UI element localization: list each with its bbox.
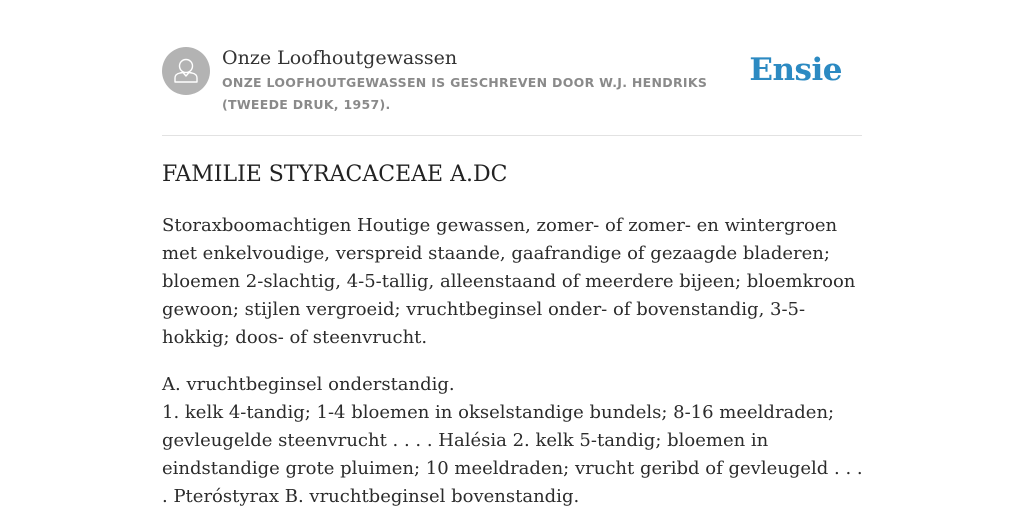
divider bbox=[162, 135, 862, 136]
entry-line: 1. kelk 4-tandig; 1-4 bloemen in okselstandige bundels; 8-16 meeldraden; gevleugelde steenvrucht . . . . Halésia 2. kelk 5-tandig; bloemen in eindstandige grote pluimen; 10 meeldraden; vrucht geribd of gevleugeld . . . . Pteróstyrax B. vruchtbeginsel bovenstandig. bbox=[162, 402, 863, 507]
entry-paragraph bbox=[162, 371, 867, 511]
ensie-logo[interactable]: Ensie bbox=[749, 52, 842, 88]
book-header bbox=[162, 46, 862, 116]
user-icon bbox=[162, 47, 210, 95]
entry-line: A. vruchtbeginsel onderstandig. bbox=[162, 374, 455, 395]
book-title[interactable]: Onze Loofhoutgewassen bbox=[222, 47, 458, 69]
book-subtitle: ONZE LOOFHOUTGEWASSEN IS GESCHREVEN DOOR W.J. HENDRIKS (TWEEDE DRUK, 1957). bbox=[222, 75, 708, 112]
entry-title: FAMILIE STYRACACEAE A.DC bbox=[162, 162, 508, 187]
entry-content bbox=[162, 212, 867, 512]
avatar[interactable] bbox=[162, 47, 210, 95]
entry-paragraph: Storaxboomachtigen Houtige gewassen, zomer- of zomer- en wintergroen met enkelvoudige, verspreid staande, gaafrandige of gezaagde bladeren; bloemen 2-slachtig, 4-5-tallig, alleenstaand of meerdere bijeen; bloemkroon gewoon; stijlen vergroeid; vruchtbeginsel onder- of bovenstandig, 3-5-hokkig; doos- of steenvrucht. bbox=[162, 215, 856, 348]
